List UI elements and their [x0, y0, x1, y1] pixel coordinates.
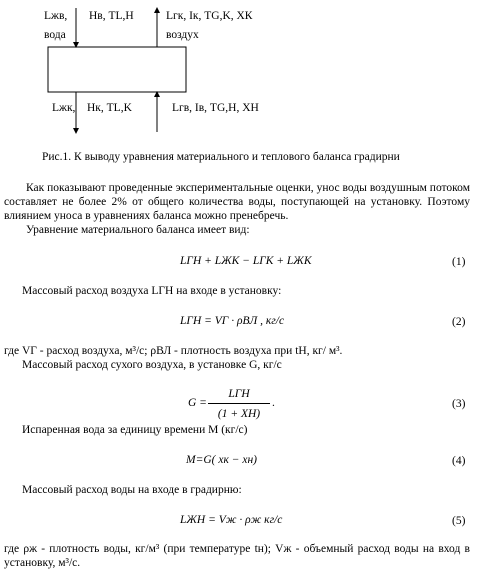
tower-balance-diagram: [0, 0, 488, 150]
bottom-right-label: Lгв, Iв, TG,H, XН: [172, 102, 259, 114]
bottom-left-params: Hк, TL,K: [87, 102, 132, 114]
top-left-label-water: вода: [44, 29, 66, 41]
line-evaporated-water: Испаренная вода за единицу времени М (кг/с): [22, 424, 248, 436]
line-water-mass-flow: Массовый расход воды на входе в градирню:: [22, 484, 242, 496]
equation-3-denominator: (1 + XН): [217, 408, 261, 420]
equation-5: LЖН = Vж · ρж кг/с: [180, 514, 283, 526]
equation-3-numerator: LГН: [228, 388, 250, 400]
equation-2-number: (2): [452, 316, 466, 328]
line-dry-air: Массовый расход сухого воздуха, в установке G, кг/с: [22, 359, 282, 371]
where-water: где ρж - плотность воды, кг/м³ (при температуре tн); Vж - объемный расход воды на вход в установку, м³/с.: [4, 543, 470, 569]
tower-box: [48, 47, 186, 92]
equation-2: LГН = VГ · ρВЛ , кг/с: [180, 315, 285, 327]
equation-3-lhs: G =: [188, 397, 207, 409]
top-left-params: Hв, TL,H: [89, 10, 134, 22]
line-material-balance: Уравнение материального баланса имеет вид:: [26, 224, 250, 236]
where-air: где VГ - расход воздуха, м³/с; ρВЛ - плотность воздуха при tН, кг/ м³.: [4, 345, 343, 357]
equation-5-number: (5): [452, 515, 466, 527]
top-right-label: Lгк, Iк, TG,K, XК: [166, 10, 253, 22]
equation-3-number: (3): [452, 398, 466, 410]
figure-caption: Рис.1. К выводу уравнения материального и теплового баланса градирни: [42, 151, 400, 163]
top-right-label-air: воздух: [166, 29, 199, 41]
bottom-left-label: Lжк,: [52, 102, 76, 114]
equation-3-fraction-bar: [208, 403, 270, 404]
equation-1-number: (1): [452, 256, 466, 268]
top-left-label: Lжв,: [44, 10, 68, 22]
line-air-mass-flow: Массовый расход воздуха LГН на входе в установку:: [22, 285, 282, 297]
equation-4: M=G( xк − xн): [186, 454, 257, 466]
equation-3-dot: .: [272, 397, 275, 409]
equation-4-number: (4): [452, 455, 466, 467]
equation-1: LГН + LЖК − LГК + LЖК: [180, 255, 312, 267]
paragraph-intro: Как показывают проведенные экспериментальные оценки, унос воды воздушным потоком составляет не более 2% от общего количества воды, поступающей на установку. Поэтому влиянием уноса в уравнениях баланса можно пренебречь.: [4, 182, 470, 222]
